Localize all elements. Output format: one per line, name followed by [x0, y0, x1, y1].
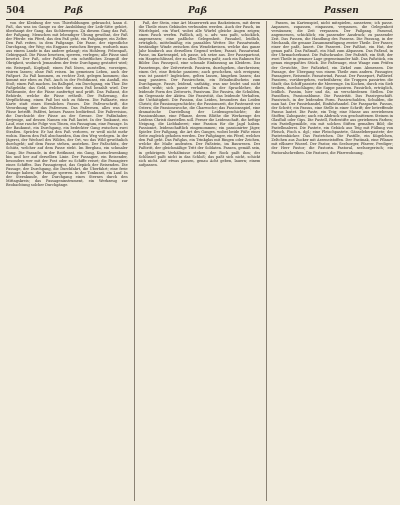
column-text: Paß, der Stein, eine Art Mauerwerk aus Backsteinen, mit deren die Theile eines Gebäudes verbunden werden. Auch der Pasch, im Würfelspiel, ein Wurf, wobei alle Würfel gleiche Augen zeigen; einen Pasch werfen. Paßlich, adj. u. adv. was paßt, schicklich, angemessen; eine paßliche Gelegenheit. Passabel, leidlich, erträglich, mittelmäßig; ein passables Wetter. Die Passatwinde, beständige Winde zwischen den Wendekreisen, welche das ganze Jahr hindurch aus derselben Gegend wehen; Passat, Passatwind. Passe, im Kartenspiel, ich passe, ich setze aus. Der Passepartout, ein Hauptschlüssel, der zu allen Thüren paßt; auch ein Rahmen für Bilder. Das Passepoil, eine schmale Einfassung an Kleidern. Das Passetemps, der Zeitvertreib. Passiren, durchgehen, durchreisen; einen Ort, eine Brücke passiren; auch geschehen, sich ereignen; was ist passirt? Ingleichen, gelten lassen, hingehen lassen; das mag passiren. Der Passirschein, ein Erlaubnißschein zum Durchgange. Passiv, leidend, unthätig, was nur leidet und nicht selbst wirkt; sich passiv verhalten. In der Sprachlehre, die leidende Form des Zeitworts, Passivum. Die Passiva, die Schulden, im Gegensatz der Aktiva. Die Passivität, das leidende Verhalten, die Unthätigkeit. Die Passion, das Leiden, besonders das Leiden Christi; die Passionsgeschichte; die Passionszeit, die Fastenzeit vor Ostern; die Passionswoche, die Charwoche; das Passionsspiel, eine dramatische Darstellung der Leidensgeschichte; die Passionsblume, eine Pflanze, deren Blüthe die Werkzeuge des Leidens Christi darstellen soll. Ferner die Leidenschaft, die heftige Neigung, die Liebhaberei; eine Passion für die Jagd haben. Passionirt, leidenschaftlich eingenommen; ein passionirter Jäger, Spieler. Der Paßgang, die Art des Ganges, wobei beide Füße einer Seite zugleich gehoben werden. Der Paßgänger, ein Pferd, welches den Paß geht. Das Paßglas, ein Trinkglas mit Ringen oder Zeichen, welche die Maße andeuten. Der Paßstein, im Bauwesen. Der Paßtritt, der gleichmäßige Tritt der Soldaten. Passen, gemäß sein, in gehörigem Verhältnisse stehen; der Rock paßt ihm; der Schlüssel paßt nicht in das Schloß; das paßt sich nicht, schickt sich nicht. Auf etwas passen, genau Acht geben, lauern; einem aufpassen. [138, 21, 261, 167]
headword-right: Passen [324, 6, 359, 16]
column-right [266, 21, 393, 501]
page-header [6, 5, 393, 20]
column-text: Passen, im Kartenspiel, nicht mitspielen, aussetzen; ich passe. Anpassen, zupassen, einpassen, verpassen, die Gelegenheit versäumen; die Zeit verpassen. Der Paßgang. Passend, angemessen, schicklich; ein passender Ausdruck; zu passender Zeit. Das Passen, die Handlung des Passens. Die Passung, in der Mechanik, die genaue Zusammenfügung zweier Theile. Der Passer, einer der paßt, lauert. Die Passerei. Der Paßhut, ein Hut, der genau paßt. Das Paßmaß, ein Maß zum Abpassen. Das Paßrad, in der Uhrmacherkunst. Die Paßschraube. Der Paßstift, ein Stift, der zwei Theile in genauer Lage gegeneinander hält. Das Paßstück, ein genau eingepaßtes Stück. Die Paßwaage, eine Waage zum Prüfen der Gewichte. Der Paßzirkel, ein Zirkel zum Abmessen. Die Passage, der Übergang von einem Theile zum andern. Passagier, Passagiere, Reisende. Passatwind, Passat. Der Passeport, Paßbrief. Passiren, vorübergehen, vorbeifahren; die Truppen passirten die Stadt; das Schiff passirte die Meerenge. Im Kochen, durch ein Sieb treiben, durchschlagen; die Suppe passiren. Passirlich, erträglich, leidlich. Passim, hier und da, an verschiedenen Stellen. Die Passiflora, Passionsblume. Die Passivität. Das Passivgeschäft. Passivisch, in der leidenden Form. Passivschulden, Schulden, die man hat. Der Passivhandel, Einfuhrhandel. Die Passpartie. Passus, der Schritt; ein Passus, eine Stelle in einer Schrift; der betreffende Passus lautet. Die Paste, ein Teig; eine Masse aus zerriebenen Stoffen; Zahnpaste; auch ein Abdruck von geschnittenen Steinen in Glasfluß oder Gips. Die Pastell, Farbestifte aus geriebenen Farben; ein Pastellgemälde, ein mit solchen Stiften gemaltes Bild; die Pastellmalerei. Die Pastete, ein Gebäck aus Teig mit Füllung von Fleisch, Fisch u. dgl.; eine Fleischpastete, Gänseleberpastete; der Pastetenbäcker. Das Pastetchen. Die Pastille, ein Kügelchen, Zeltchen aus Zucker mit Arzeneistoffen. Der Pastinak, eine Pflanze mit eßbarer Wurzel. Der Pastor, ein Seelsorger, Pfarrer, Prediger; der Herr Pastor; die Pastorin. Pastoral, seelsorgerisch; ein Pastoralschreiben. Die Pastorei, die Pfarrwohnung. [271, 21, 394, 155]
headword-middle: Paß [188, 6, 208, 16]
column-middle [134, 21, 261, 501]
column-left [6, 21, 128, 501]
text-columns [6, 21, 393, 501]
headword-left: Paß [64, 6, 84, 16]
column-text: von der Kleidung der von Thierbildungen gebraucht, kann d. Paß, das was im Gange zu der Ausbildung der Leib-Sitte gehört, überhaupt der Gang, das Sichbewegen. Zu diesem Gang das Paß, der Paßgang, Menschen mit lebendiger Übung gewöhnt, der Paß der Pferde: ein Pferd, das den Paß geht, ein Paßgänger, ein Zelter. Den Paß reiten, in dem Paßgange. Die Passe, der eigentliche Durchgang, der Weg; ein Engpass zwischen Bergen, wodurch man aus einem Lande in das andere gelangt; ein Hohlweg, Felsenpaß, Gebirgspaß. Die Pässe besetzen, sperren, verlegen; alle Pässe sind besetzt. Der Paß, oder Paßbrief, ein schriftliches Zeugniß der Obrigkeit, wodurch Jemandem der freie Durchgang gestattet wird; ein Reisepaß, Kopfpaß; einen Paß lösen, ausstellen, vorzeigen, visiren lassen; ohne Paß reisen. Im gemeinen Leben, auch der Paßport. Zu Paß kommen, zu rechter Zeit, gelegen kommen; das kommt mir eben zu Paß. Auch in der Fechtkunst, ein Ausfall, ein Stoß; einen Paß machen. Im Ballspiel, ein Durchgang, ein Thor. Die Paßgebühr, das Geld, welches für einen Paß bezahlt wird. Der Paßbeamte, der die Pässe ausfertigt und prüft. Das Paßamt, die Behörde, welche die Pässe ertheilt. Der Paßzwang, die Verpflichtung, einen Paß bei sich zu führen. Die Paßkarte, eine Karte statt eines förmlichen Passes. Die Paßvorschrift, die Verordnung über das Paßwesen. Das Paßwesen, alles was die Pässe betrifft. Paßfrei, keines Passes bedürfend. Die Paßrevision, die Durchsicht der Pässe an der Grenze. Der Paßinhaber, derjenige, auf dessen Namen ein Paß lautet. In der Tonkunst, ein Lauf, eine rasche Folge von Tönen, ein Passagium, eine Passage. In der Baukunst, ein Durchgang, ein bedeckter Gang zwischen zwei Straßen. Sprichw. Er hat den Paß verloren, er weiß nicht mehr wohin. Einem den Paß abschneiden, ihm den Weg verlegen. In der Jägerei, der Wechsel des Wildes, der Ort, wo das Wild gewöhnlich durchgeht; auf dem Passe stehen, anstehen. Der Paßschütz, der Schütz, welcher auf dem Passe steht. Im Bergbau, ein schmaler Gang. Die Passade, in der Reitkunst, ein Gang, Kurzschwenkung hin und her auf derselben Linie. Der Passagier, ein Reisender, besonders wer mit der Post oder zu Schiffe reiset; die Passagiere eines Schiffes. Das Passagiergut, das Gepäck der Reisenden. Die Passage, der Durchgang, die Durchfahrt, die Überfahrt; eine freie Passage haben; die Passage sperren. In der Tonkunst, ein Lauf. In der Sternkunde, der Durchgang eines Sternes durch den Mittagskreis; das Passageninstrument, ein Werkzeug zur Beobachtung solcher Durchgänge. [6, 21, 128, 187]
page-number: 504 [6, 6, 25, 16]
